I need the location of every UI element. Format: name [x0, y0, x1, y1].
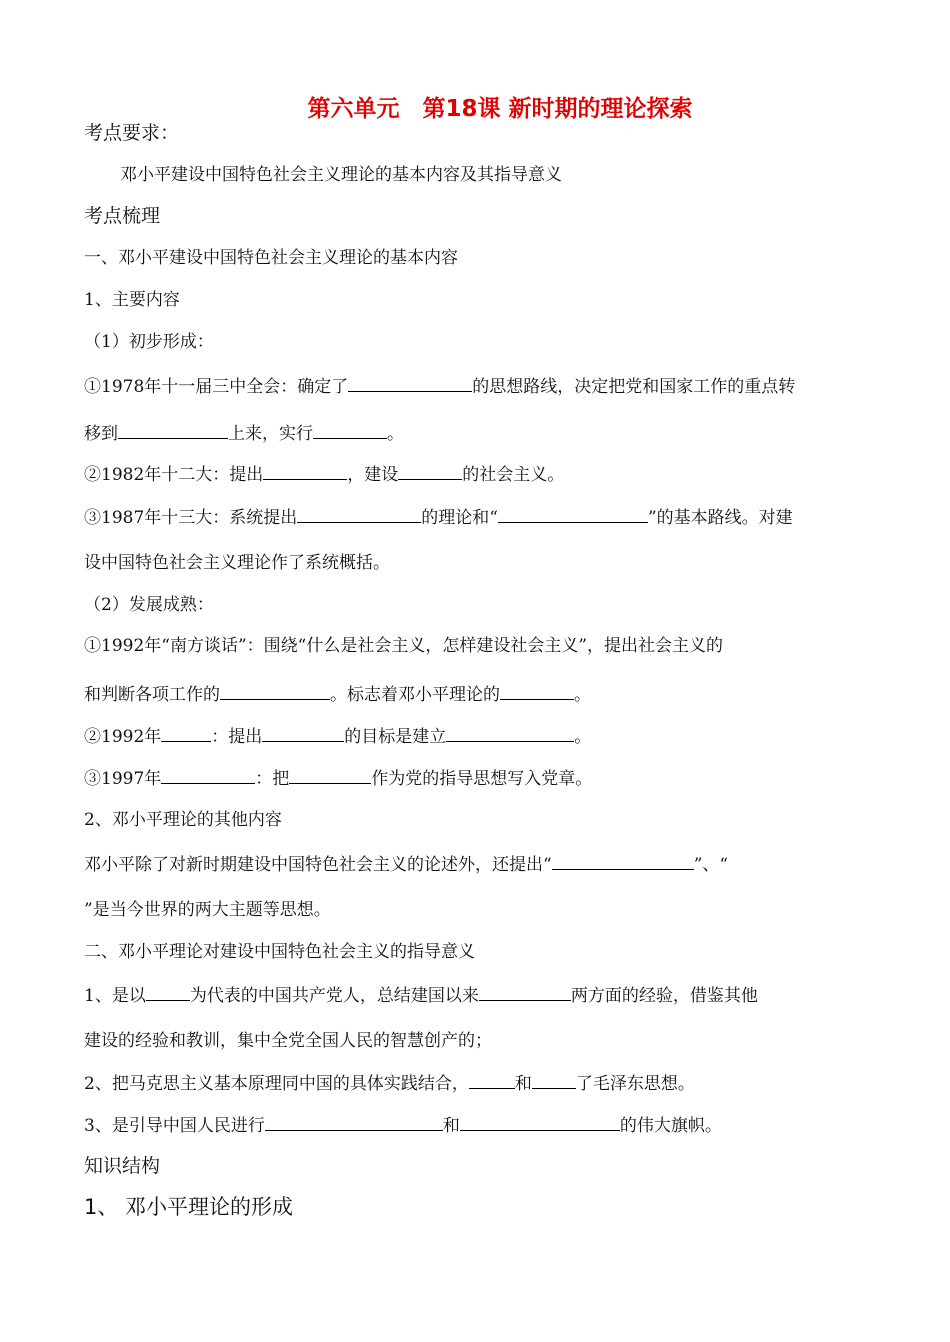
fill-blank[interactable]: [446, 723, 574, 742]
fill-blank[interactable]: [289, 765, 371, 784]
item-1-heading: 1、主要内容: [84, 290, 180, 310]
paragraph-1987-a: ③1987年十三大：系统提出 的理论和“ ”的基本路线。对建: [84, 504, 874, 530]
paragraph-other-b: ”是当今世界的两大主题等思想。: [84, 900, 331, 920]
paragraph-significance-3: 3、是引导中国人民进行 和 的伟大旗帜。: [84, 1112, 874, 1138]
paragraph-1992-market: ②1992年 ：提出 的目标是建立 。: [84, 723, 874, 749]
fill-blank[interactable]: [552, 851, 694, 870]
fill-blank[interactable]: [265, 1112, 443, 1131]
fill-blank[interactable]: [161, 723, 211, 742]
sub-1-heading: （1）初步形成：: [84, 332, 214, 352]
fill-blank[interactable]: [479, 982, 571, 1001]
fill-blank[interactable]: [161, 765, 255, 784]
fill-blank[interactable]: [220, 681, 330, 700]
fill-blank[interactable]: [398, 461, 462, 480]
item-2-heading: 2、邓小平理论的其他内容: [84, 810, 282, 830]
fill-blank[interactable]: [532, 1070, 576, 1089]
fill-blank[interactable]: [297, 504, 421, 523]
fill-blank[interactable]: [313, 420, 387, 439]
fill-blank[interactable]: [460, 1112, 620, 1131]
paragraph-significance-2: 2、把马克思主义基本原理同中国的具体实践结合， 和 了毛泽东思想。: [84, 1070, 874, 1096]
sub-2-heading: （2）发展成熟：: [84, 595, 214, 615]
fill-blank[interactable]: [498, 504, 648, 523]
paragraph-other-a: 邓小平除了对新时期建设中国特色社会主义的论述外，还提出“ ”、“: [84, 851, 874, 877]
paragraph-significance-1a: 1、是以 为代表的中国共产党人，总结建国以来 两方面的经验，借鉴其他: [84, 982, 874, 1008]
fill-blank[interactable]: [118, 420, 228, 439]
fill-blank[interactable]: [500, 681, 574, 700]
requirements-heading: 考点要求：: [84, 122, 180, 144]
fill-blank[interactable]: [469, 1070, 515, 1089]
page-title: 第六单元 第18课 新时期的理论探索: [307, 96, 693, 122]
section-1-heading: 一、邓小平建设中国特色社会主义理论的基本内容: [84, 248, 458, 268]
fill-blank[interactable]: [263, 461, 347, 480]
structure-heading: 知识结构: [84, 1155, 161, 1177]
paragraph-1978-b: 移到 上来，实行 。: [84, 420, 874, 446]
paragraph-1992-talk-b: 和判断各项工作的 。标志着邓小平理论的 。: [84, 681, 874, 707]
fill-blank[interactable]: [348, 373, 472, 392]
paragraph-1992-talk-a: ①1992年“南方谈话”：围绕“什么是社会主义，怎样建设社会主义”，提出社会主义的: [84, 636, 724, 656]
fill-blank[interactable]: [262, 723, 344, 742]
section-2-heading: 二、邓小平理论对建设中国特色社会主义的指导意义: [84, 942, 475, 962]
structure-item-1: 1、 邓小平理论的形成: [84, 1195, 294, 1219]
review-heading: 考点梳理: [84, 205, 161, 227]
paragraph-significance-1b: 建设的经验和教训，集中全党全国人民的智慧创产的；: [84, 1031, 492, 1051]
fill-blank[interactable]: [146, 982, 190, 1001]
requirements-text: 邓小平建设中国特色社会主义理论的基本内容及其指导意义: [120, 165, 562, 185]
paragraph-1978-a: ①1978年十一届三中全会：确定了 的思想路线，决定把党和国家工作的重点转: [84, 373, 874, 399]
paragraph-1982: ②1982年十二大：提出 ，建设 的社会主义。: [84, 461, 874, 487]
paragraph-1997: ③1997年 ：把 作为党的指导思想写入党章。: [84, 765, 874, 791]
paragraph-1987-b: 设中国特色社会主义理论作了系统概括。: [84, 553, 390, 573]
